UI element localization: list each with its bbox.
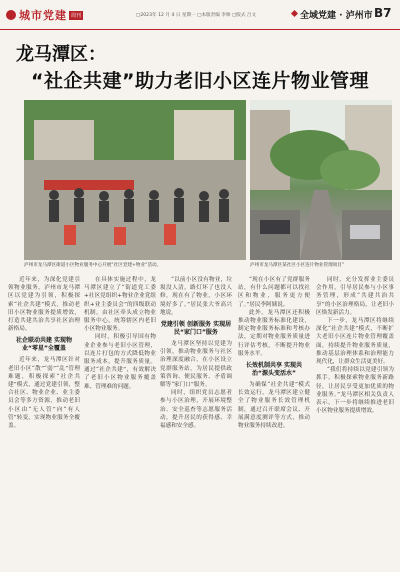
text-column-2 [84,276,156,566]
party-emblem-icon [6,10,16,20]
body-paragraph: “我们将持续以党建引领为抓手，积极探索物业服务新路径，让居民享受更加优质的物业服务。”龙马潭区相关负责人表示，下一步将继续推进老旧小区物业服务提质增效。 [316,367,394,415]
section-name: 全域党建 · 泸州市 [300,11,373,21]
section-subheading: 党建引领 创新服务 实现居民“家门口”服务 [160,321,232,337]
section-subheading: 长效机制共享 实现共治“源头变活水” [245,362,303,378]
text-column-1 [8,276,80,566]
text-column-5 [316,276,394,566]
body-paragraph: 在具体实施过程中，龙马潭区建立了“街道党工委+社区党组织+物业企业党组织+业主委员会”的四级联动机制，由社区牵头成立物业服务中心，统筹辖区内老旧小区物业服务。 [84,277,156,333]
body-paragraph: “以前小区没有物业，垃圾没人清，路灯坏了也没人修，现在有了物业，小区环境好多了。”居民张大爷高兴地说。 [160,277,232,316]
photo-community-event [24,100,246,260]
text-column-4 [238,276,310,566]
photo-residential-street [250,100,392,260]
photo-caption: 泸州市龙马潭区街道小区物业服务中心开展“社区党建+物业”活动。 [24,263,162,268]
section-subheading: 社企联动共建 实现物业“零星”全覆盖 [15,337,73,353]
body-paragraph: 同时，组织党员志愿者参与小区治理，开展环境整治、安全巡查等志愿服务活动，提升居民的获得感、幸福感和安全感。 [160,390,232,430]
body-paragraph: 龙马潭区坚持以党建为引领，推动物业服务与社区治理深度融合，在小区设立党群服务站，为居民提供政策咨询、便民服务、矛盾调解等“家门口”服务。 [160,341,232,389]
article-headline: “社企共建”助力老旧小区连片物业管理 [31,70,369,92]
masthead [0,0,400,30]
photo-residential-street-image [250,100,392,260]
text-column-3 [160,276,232,566]
body-paragraph: 近年来，为深化党建引领物业服务，泸州市龙马潭区以党建为引领，积极探索“社企共建”模式，推动老旧小区物业服务提质增效，打造共建共治共享社区治理新格局。 [8,277,80,333]
body-paragraph: 为确保“社企共建”模式长效运行，龙马潭区建立健全了物业服务长效管理机制，通过召开联席会议、开展满意度测评等方式，推动物业服务持续改进。 [238,382,310,430]
article-kicker: 龙马潭区： [16,44,106,65]
masthead-logo [6,7,83,23]
photo-community-event-image [24,100,246,260]
body-paragraph: 同时，充分发挥业主委员会作用，引导居民参与小区事务管理，形成“共建共治共享”的小区治理格局，让老旧小区焕发新活力。 [316,277,394,316]
logo-text: 城市党建 [19,9,67,22]
body-paragraph: “现在小区有了党群服务站，有什么问题都可以找社区和物业，服务更方便了。”居民李阿姨说。 [238,277,310,308]
body-paragraph: 近年来，龙马潭区针对老旧小区“散”“弱”“乱”管理难题，积极探索“社企共建”模式，通过党建引领，整合社区、物业企业、业主委员会等多方资源，推动老旧小区由“无人管”向“有人管”转变，实现物业服务全覆盖。 [8,357,80,430]
body-paragraph: 此外，龙马潭区还积极推动物业服务标准化建设，制定物业服务标准和考核办法，定期对物业服务质量进行评估考核，不断提升物业服务水平。 [238,309,310,357]
section-marker-icon [291,10,298,17]
body-paragraph: 同时，积极引导国有物业企业参与老旧小区管理，以连片打包的方式降低物业服务成本，提升服务质量。通过“社企共建”，有效解决了老旧小区物业服务覆盖难、管理难的问题。 [84,334,156,390]
photo-caption: 泸州市龙马潭区某社区小区连片物业管理项目” [250,263,345,268]
logo-badge: 周刊 [71,12,82,19]
body-paragraph: 下一步，龙马潭区将继续深化“社企共建”模式，不断扩大老旧小区连片物业管理覆盖面，持续提升物业服务质量，推动基层治理体系和治理能力现代化，让群众生活更美好。 [316,318,394,366]
page-number: B7 [374,6,392,20]
issue-line: □2023年 12 月 4 日 星期一 □本版责编 李帅 □版式 吕文 [136,13,257,18]
